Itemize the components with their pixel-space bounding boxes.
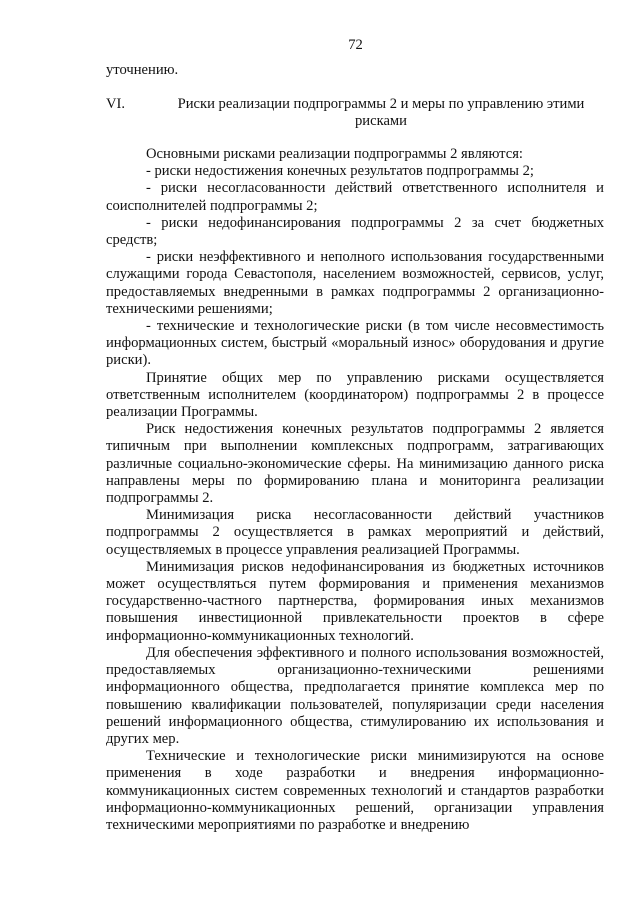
paragraph: - риски недостижения конечных результатов подпрограммы 2; [146, 163, 534, 180]
paragraph: Основными рисками реализации подпрограммы 2 являются: [146, 146, 523, 162]
paragraph: - риски недофинансирования подпрограммы 2 за счет бюджетных средств; [106, 214, 604, 249]
section-body [106, 146, 604, 834]
page-number: 72 [348, 37, 363, 53]
paragraph: - риски неэффективного и неполного использования государственными служащими города Севастополя, населением возможностей, сервисов, услуг, предоставляемых внедренными в рамках подпрограммы 2 организационно-техническими решениями; [106, 249, 604, 317]
paragraph: Принятие общих мер по управлению рисками осуществляется ответственным исполнителем (координатором) подпрограммы 2 в процессе реализации Программы. [106, 369, 604, 421]
paragraph: - технические и технологические риски (в том числе несовместимость информационных систем, быстрый «моральный износ» оборудования и другие риски). [106, 318, 604, 369]
section-heading [106, 96, 604, 130]
lead-text: уточнению. [106, 62, 179, 78]
paragraph: Минимизация рисков недофинансирования из бюджетных источников может осуществляться путем формирования и применения механизмов государственно-частного партнерства, формирования иных механизмов повышения инвестиционной привлекательности проектов в сфере информационно-коммуникационных технологий. [106, 558, 604, 644]
section-title: Риски реализации подпрограммы 2 и меры по управлению этими рисками [177, 96, 585, 130]
paragraph: Риск недостижения конечных результатов подпрограммы 2 является типичным при выполнении комплексных подпрограмм, затрагивающих различные социально-экономические сферы. На минимизацию данного риска направлены меры по формированию плана и мониторинга реализации подпрограммы 2. [106, 421, 604, 507]
paragraph: Для обеспечения эффективного и полного использования возможностей, предоставляемых организационно-техническими решениями информационного общества, предполагается принятие комплекса мер по повышению квалификации пользователей, популяризации среди населения решений информационного общества, стимулированию их использования и других мер. [106, 644, 604, 747]
section-number: VI. [106, 96, 126, 112]
paragraph: Технические и технологические риски минимизируются на основе применения в ходе разработки и внедрения информационно-коммуникационных систем современных технологий и стандартов разработки информационно-коммуникационных решений, организации управления техническими мероприятиями по разработке и внедрению [106, 748, 604, 833]
paragraph: Минимизация риска несогласованности действий участников подпрограммы 2 осуществляется в рамках мероприятий и действий, осуществляемых в процессе управления реализацией Программы. [106, 507, 604, 558]
paragraph: - риски несогласованности действий ответственного исполнителя и соисполнителей подпрограммы 2; [106, 180, 604, 214]
